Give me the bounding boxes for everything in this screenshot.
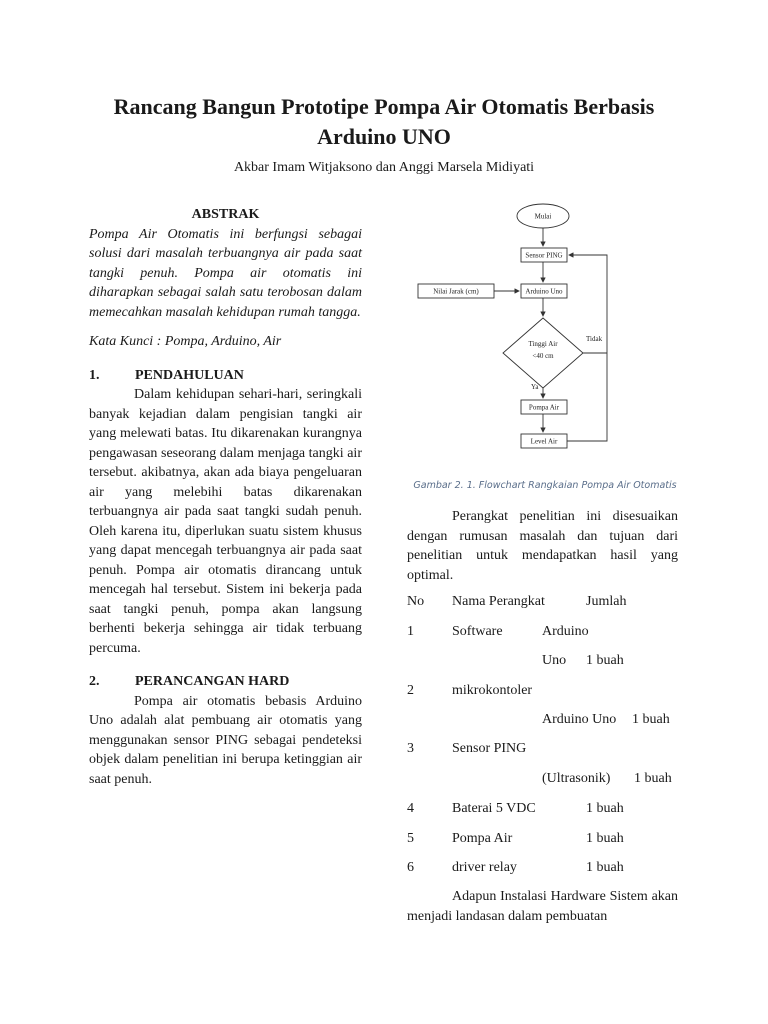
- flowchart: [410, 196, 610, 458]
- figure-caption: Gambar 2. 1. Flowchart Rangkaian Pompa Air Otomatis: [413, 480, 677, 491]
- section-2-heading: [89, 672, 362, 692]
- table-row-name: Software: [452, 624, 503, 639]
- table-row-qty: 1 buah: [586, 831, 624, 846]
- table-header-no: No: [407, 594, 425, 609]
- right-paragraph: [407, 507, 678, 585]
- flow-decision-line-1: Tinggi Air: [528, 340, 558, 348]
- table-row-no: 6: [407, 860, 414, 875]
- table-row-no: 5: [407, 831, 414, 846]
- section-2-text: Pompa air otomatis bebasis Arduino Uno adalah alat pembuang air otomatis yang menggunakan sensor PING sebagai pendeteksi objek dalam penelitian ini berupa ketinggian air saat penuh.: [89, 693, 362, 787]
- table-row-name: Baterai 5 VDC: [452, 801, 536, 816]
- table-row-name: Pompa Air: [452, 831, 513, 846]
- flow-no-label: Tidak: [586, 335, 603, 343]
- left-column: [89, 205, 362, 789]
- flow-loop-line: [567, 255, 607, 441]
- flow-sensor-label: Sensor PING: [525, 251, 563, 260]
- flow-arduino-label: Arduino Uno: [525, 287, 563, 296]
- table-row-extra: (Ultrasonik): [542, 771, 611, 786]
- table-header-qty: Jumlah: [586, 594, 627, 609]
- flow-decision-line-2: <40 cm: [532, 352, 554, 360]
- flow-level-label: Level Air: [530, 437, 558, 446]
- section-2-title: PERANCANGAN HARD: [135, 674, 290, 689]
- section-1-title: PENDAHULUAN: [135, 367, 244, 383]
- table-row-qty: 1 buah: [632, 712, 670, 727]
- table-row-name: driver relay: [452, 860, 517, 875]
- flow-pump-label: Pompa Air: [528, 403, 560, 412]
- table-row-qty: 1 buah: [586, 860, 624, 875]
- right-paragraph-text: Perangkat penelitian ini disesuaikan dengan rumusan masalah dan tujuan dari penelitian untuk mendapatkan hasil yang optimal.: [407, 509, 678, 583]
- table-row-name: Sensor PING: [452, 741, 527, 756]
- flow-start-label: Mulai: [534, 212, 552, 221]
- authors: Akbar Imam Witjaksono dan Anggi Marsela Midiyati: [233, 160, 535, 175]
- table-row-no: 2: [407, 683, 414, 698]
- table-row-no: 1: [407, 624, 414, 639]
- section-1-text: Dalam kehidupan sehari-hari, seringkali banyak kejadian dalam pengisian tangki air yang melewati batas. Itu dikarenakan kurangnya pengawasan seseorang dalam menjaga tangki air tersebut. akibatnya, akan ada biaya pengeluaran air yang melebihi batas dikarenakan terbuangnya air pada saat tangki sudah penuh. Oleh karena itu, diperlukan suatu sistem khusus yang dapat mencegah terbuangnya air pada saat penuh. Pompa air otomatis dirancang untuk mencegah hal tersebut. Sistem ini bekerja pada saat tangki penuh, pompa akan langsung berhenti bekerja sehingga air tidak terbuang percuma.: [89, 387, 362, 656]
- abstract-text: Pompa Air Otomatis ini berfungsi sebagai solusi dari masalah terbuangnya air pada saat tangki penuh. Pompa air otomatis ini diharapkan sebagai salah satu terobosan dalam memecahkan masalah kehidupan rumah tangga.: [89, 226, 362, 320]
- table-row-name: mikrokontoler: [452, 683, 533, 698]
- section-1-heading: [89, 366, 362, 386]
- table-row-qty: 1 buah: [586, 801, 624, 816]
- flow-yes-label: Ya: [531, 383, 539, 391]
- title-line-1: Rancang Bangun Prototipe Pompa Air Otomatis Berbasis: [113, 94, 655, 119]
- keywords: Kata Kunci : Pompa, Arduino, Air: [89, 334, 282, 349]
- table-row-qty: 1 buah: [586, 653, 624, 668]
- table-header-name: Nama Perangkat: [452, 594, 545, 609]
- table-row-extra: Arduino: [542, 624, 589, 639]
- closing-paragraph-text: Adapun Instalasi Hardware Sistem akan menjadi landasan dalam pembuatan: [407, 889, 678, 924]
- section-2-number: 2.: [89, 674, 100, 689]
- table-row-no: 4: [407, 801, 414, 816]
- table-row-no: 3: [407, 741, 414, 756]
- abstract-heading: ABSTRAK: [191, 207, 260, 222]
- closing-paragraph: [407, 887, 678, 926]
- section-1-number: 1.: [89, 367, 100, 383]
- title-line-2: Arduino UNO: [317, 124, 451, 149]
- flow-input-label: Nilai Jarak (cm): [433, 287, 479, 296]
- table-row-extra: Arduino Uno: [542, 712, 617, 727]
- paper-title: [60, 92, 708, 152]
- table-row-extra: Uno: [542, 653, 567, 668]
- table-row-qty: 1 buah: [634, 771, 672, 786]
